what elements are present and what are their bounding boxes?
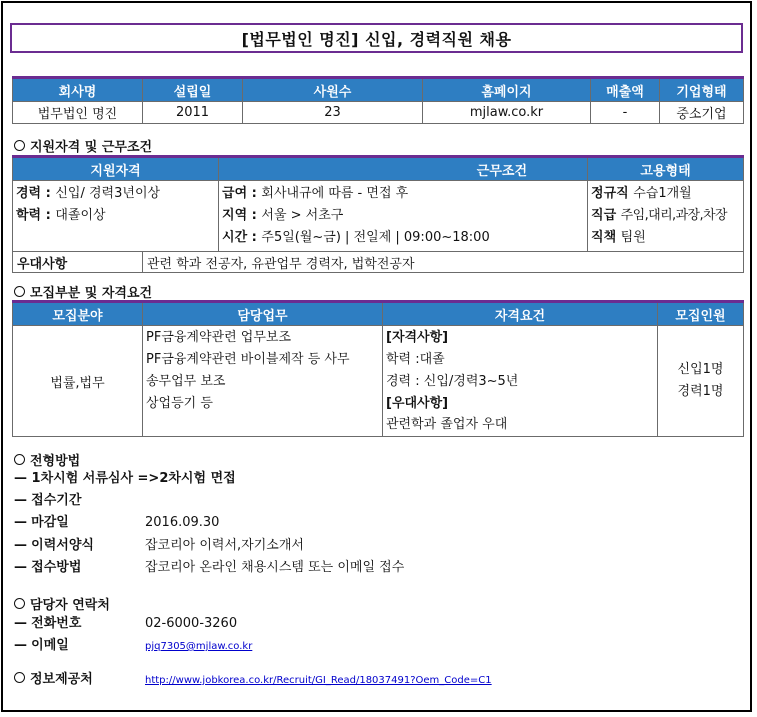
company-header-founded: 설립일 [143, 78, 243, 102]
company-header-employees: 사원수 [243, 78, 423, 102]
process-method: — 접수방법 잡코리아 온라인 채용시스템 또는 이메일 접수 [14, 560, 405, 575]
company-header-homepage: 홈페이지 [423, 78, 591, 102]
cond-location: 지역 : 서울 > 서초구 [222, 208, 344, 223]
circle-bullet-icon [14, 286, 25, 297]
page-title-text: [법무법인 명진] 신입, 경력직원 채용 [241, 29, 512, 49]
req-education: 학력 :대졸 [386, 352, 445, 367]
page-title [10, 23, 743, 53]
recruit-header-headcount: 모집인원 [658, 302, 744, 326]
circle-bullet-icon [14, 598, 25, 609]
circle-bullet-icon [14, 672, 25, 683]
circle-bullet-icon [14, 140, 25, 151]
emp-position: 직책 팀원 [591, 230, 646, 245]
recruit-field: 법률,법무 [13, 326, 143, 437]
qual-header: 지원자격 [13, 157, 219, 181]
duty-item: PF금융계약관련 바이블제작 등 사무 [146, 352, 350, 367]
cond-header: 근무조건 [219, 157, 588, 181]
section-contact-heading: 담당자 연락처 [14, 594, 110, 613]
headcount-new: 신입1명 [677, 362, 724, 377]
qual-career: 경력 : 신입/ 경력3년이상 [16, 186, 161, 201]
recruit-header-field: 모집분야 [13, 302, 143, 326]
emp-rank: 직급 주임,대리,과장,차장 [591, 208, 727, 223]
qual-cell [13, 181, 219, 252]
company-name: 법무법인 명진 [13, 102, 143, 124]
cond-salary: 급여 : 회사내규에 따름 - 면접 후 [222, 186, 409, 201]
contact-phone: — 전화번호 02-6000-3260 [14, 616, 238, 631]
company-type: 중소기업 [660, 102, 744, 124]
section-process-heading: 전형방법 [14, 450, 80, 469]
email-link[interactable]: pjq7305@mjlaw.co.kr [145, 641, 253, 652]
process-period: — 접수기간 [14, 493, 82, 508]
company-header-type: 기업형태 [660, 78, 744, 102]
duty-item: PF금융계약관련 업무보조 [146, 330, 292, 345]
company-header-revenue: 매출액 [591, 78, 660, 102]
section-recruit-heading: 모집부분 및 자격요건 [14, 282, 152, 301]
process-step: — 1차시험 서류심사 =>2차시험 면접 [14, 471, 236, 486]
emp-header: 고용형태 [588, 157, 744, 181]
recruit-header-duties: 담당업무 [143, 302, 383, 326]
req-career: 경력 : 신입/경력3~5년 [386, 374, 519, 389]
recruit-table [12, 300, 744, 437]
req-pref: 관련학과 졸업자 우대 [386, 417, 508, 432]
emp-cell [588, 181, 744, 252]
company-founded: 2011 [143, 102, 243, 124]
headcount-exp: 경력1명 [677, 384, 724, 399]
source-link[interactable]: http://www.jobkorea.co.kr/Recruit/GI_Read/18037491?Oem_Code=C1 [145, 675, 492, 686]
company-table [12, 76, 744, 124]
recruit-requirements [383, 326, 658, 437]
req-title-pref: [우대사항] [386, 396, 449, 411]
section-source: 정보제공처 http://www.jobkorea.co.kr/Recruit/GI_Read/18037491?Oem_Code=C1 [14, 670, 614, 690]
company-header-name: 회사명 [13, 78, 143, 102]
recruit-header-requirements: 자격요건 [383, 302, 658, 326]
company-employees: 23 [243, 102, 423, 124]
req-title-qual: [자격사항] [386, 330, 449, 345]
emp-type: 정규직 수습1개월 [591, 186, 692, 201]
company-homepage: mjlaw.co.kr [423, 102, 591, 124]
qual-education: 학력 : 대졸이상 [16, 208, 106, 223]
process-deadline: — 마감일 2016.09.30 [14, 515, 220, 530]
circle-bullet-icon [14, 454, 25, 465]
process-resume: — 이력서양식 잡코리아 이력서,자기소개서 [14, 538, 304, 553]
duty-item: 송무업무 보조 [146, 374, 226, 389]
contact-email: — 이메일 pjq7305@mjlaw.co.kr [14, 638, 253, 653]
company-revenue: - [591, 102, 660, 124]
cond-hours: 시간 : 주5일(월~금) | 전일제 | 09:00~18:00 [222, 230, 490, 245]
pref-label: 우대사항 [13, 252, 143, 273]
pref-value: 관련 학과 전공자, 유관업무 경력자, 법학전공자 [143, 252, 744, 273]
recruit-headcount [658, 326, 744, 437]
section-qualifications-heading: 지원자격 및 근무조건 [14, 136, 152, 155]
recruit-duties [143, 326, 383, 437]
qualifications-table [12, 155, 744, 273]
duty-item: 상업등기 등 [146, 396, 213, 411]
cond-cell [219, 181, 588, 252]
